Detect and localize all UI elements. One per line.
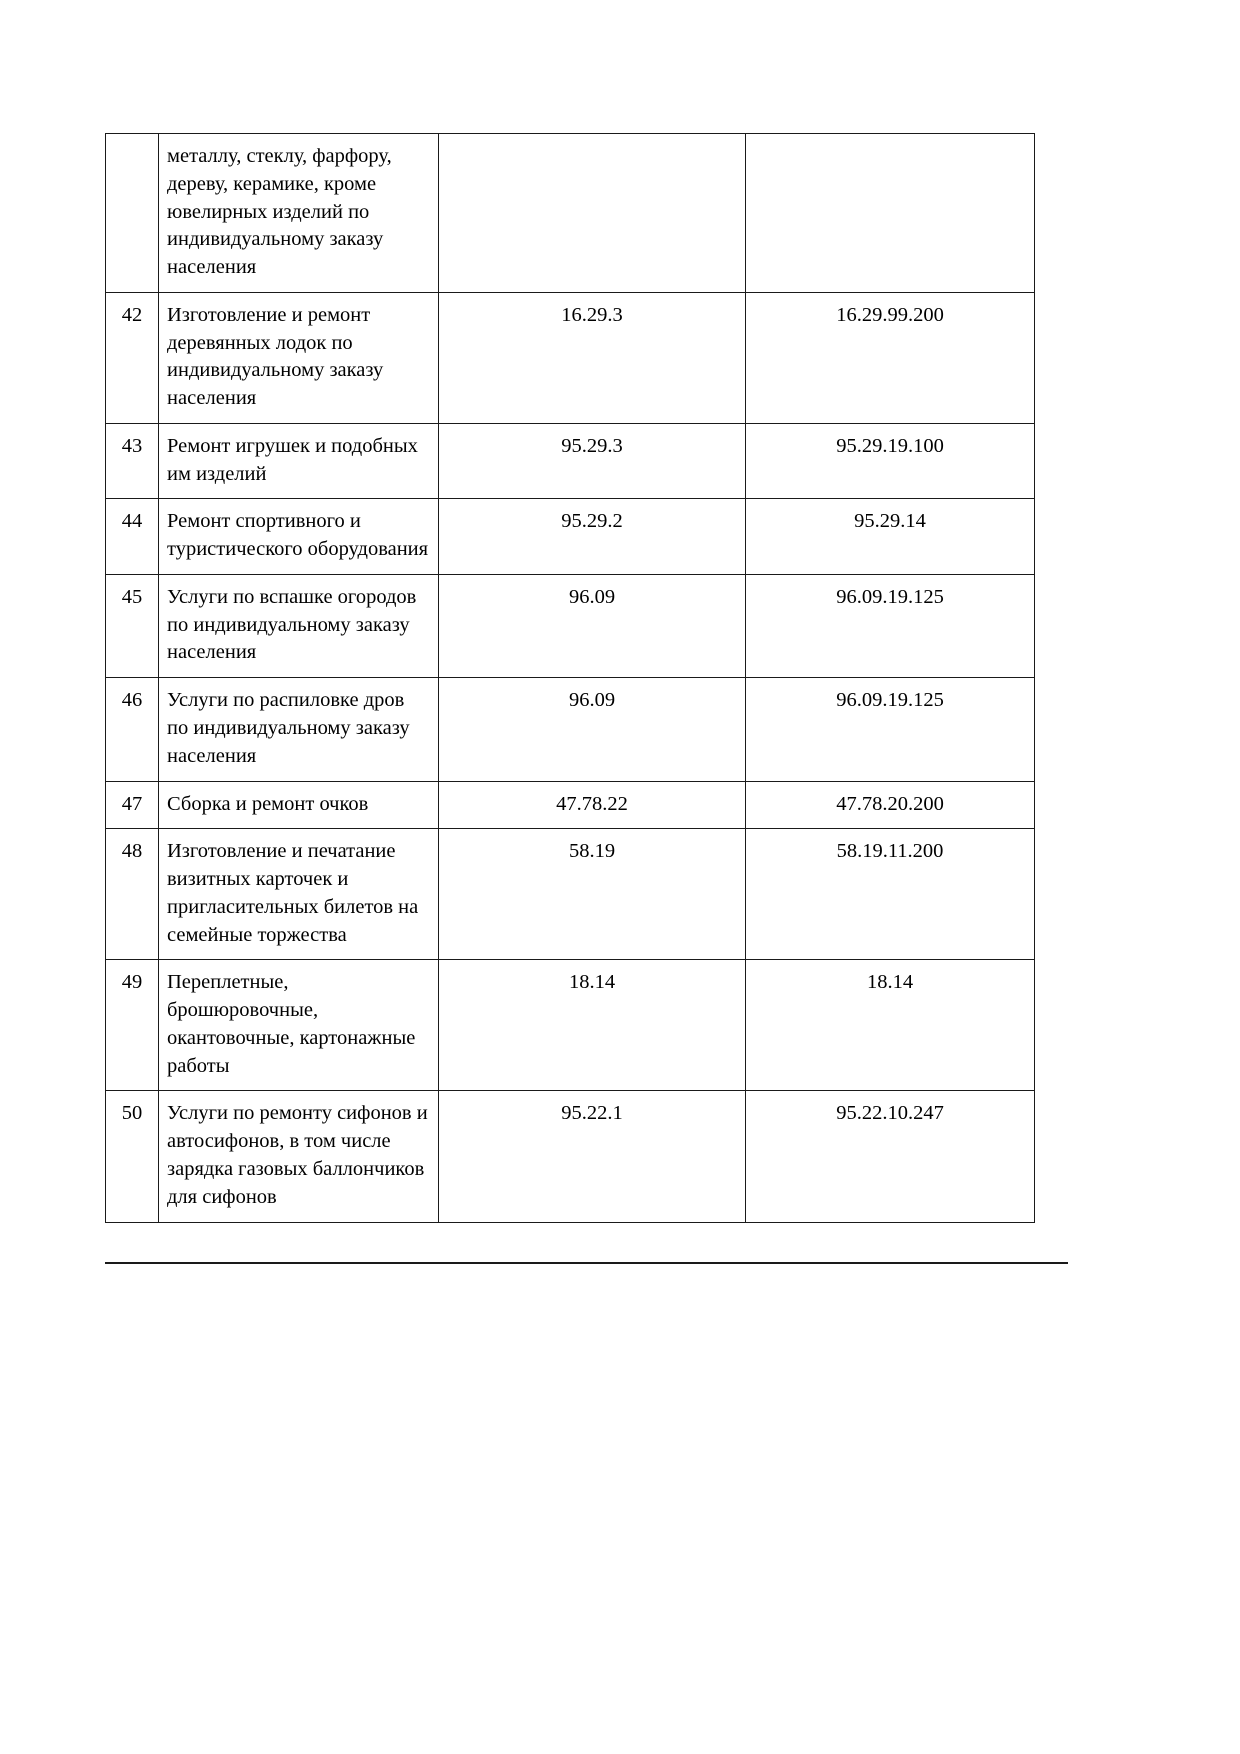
row-number-cell: 50 <box>106 1091 159 1222</box>
row-number-cell: 47 <box>106 781 159 829</box>
service-name-cell: Изготовление и ремонт деревянных лодок по индивидуальному заказу населения <box>159 292 439 423</box>
okpd-code-cell: 96.09.19.125 <box>746 678 1035 781</box>
okved-code-cell: 16.29.3 <box>439 292 746 423</box>
okpd-code-cell: 95.22.10.247 <box>746 1091 1035 1222</box>
okpd-code-cell <box>746 134 1035 293</box>
okpd-code-cell: 47.78.20.200 <box>746 781 1035 829</box>
row-number-cell: 42 <box>106 292 159 423</box>
row-number-cell: 46 <box>106 678 159 781</box>
okpd-code-cell: 95.29.19.100 <box>746 423 1035 499</box>
footer-separator-rule <box>105 1262 1068 1264</box>
row-number-cell <box>106 134 159 293</box>
services-table-body <box>106 134 1035 1223</box>
service-name-cell: Ремонт игрушек и подобных им изделий <box>159 423 439 499</box>
okpd-code-cell: 58.19.11.200 <box>746 829 1035 960</box>
service-name-cell: Сборка и ремонт очков <box>159 781 439 829</box>
row-number-cell: 48 <box>106 829 159 960</box>
services-table <box>105 133 1035 1223</box>
service-name-cell: Изготовление и печатание визитных карточек и пригласительных билетов на семейные торжества <box>159 829 439 960</box>
service-name-cell: Переплетные, брошюровочные, окантовочные, картонажные работы <box>159 960 439 1091</box>
service-name-cell: Услуги по ремонту сифонов и автосифонов, в том числе зарядка газовых баллончиков для сифонов <box>159 1091 439 1222</box>
okved-code-cell: 96.09 <box>439 574 746 677</box>
table-row <box>106 960 1035 1091</box>
okved-code-cell: 95.22.1 <box>439 1091 746 1222</box>
okved-code-cell <box>439 134 746 293</box>
service-name-cell: Услуги по распиловке дров по индивидуальному заказу населения <box>159 678 439 781</box>
okved-code-cell: 47.78.22 <box>439 781 746 829</box>
table-row <box>106 781 1035 829</box>
table-row <box>106 134 1035 293</box>
services-table-container <box>105 133 1034 1223</box>
okved-code-cell: 95.29.2 <box>439 499 746 575</box>
okved-code-cell: 96.09 <box>439 678 746 781</box>
table-row <box>106 1091 1035 1222</box>
service-name-cell: Ремонт спортивного и туристического оборудования <box>159 499 439 575</box>
table-row <box>106 423 1035 499</box>
row-number-cell: 43 <box>106 423 159 499</box>
table-row <box>106 829 1035 960</box>
okpd-code-cell: 96.09.19.125 <box>746 574 1035 677</box>
table-row <box>106 574 1035 677</box>
okved-code-cell: 18.14 <box>439 960 746 1091</box>
okved-code-cell: 95.29.3 <box>439 423 746 499</box>
row-number-cell: 49 <box>106 960 159 1091</box>
table-row <box>106 499 1035 575</box>
row-number-cell: 45 <box>106 574 159 677</box>
okpd-code-cell: 16.29.99.200 <box>746 292 1035 423</box>
service-name-cell: Услуги по вспашке огородов по индивидуальному заказу населения <box>159 574 439 677</box>
service-name-cell: металлу, стеклу, фарфору, дереву, керамике, кроме ювелирных изделий по индивидуальному заказу населения <box>159 134 439 293</box>
okpd-code-cell: 18.14 <box>746 960 1035 1091</box>
table-row <box>106 292 1035 423</box>
okpd-code-cell: 95.29.14 <box>746 499 1035 575</box>
okved-code-cell: 58.19 <box>439 829 746 960</box>
row-number-cell: 44 <box>106 499 159 575</box>
table-row <box>106 678 1035 781</box>
